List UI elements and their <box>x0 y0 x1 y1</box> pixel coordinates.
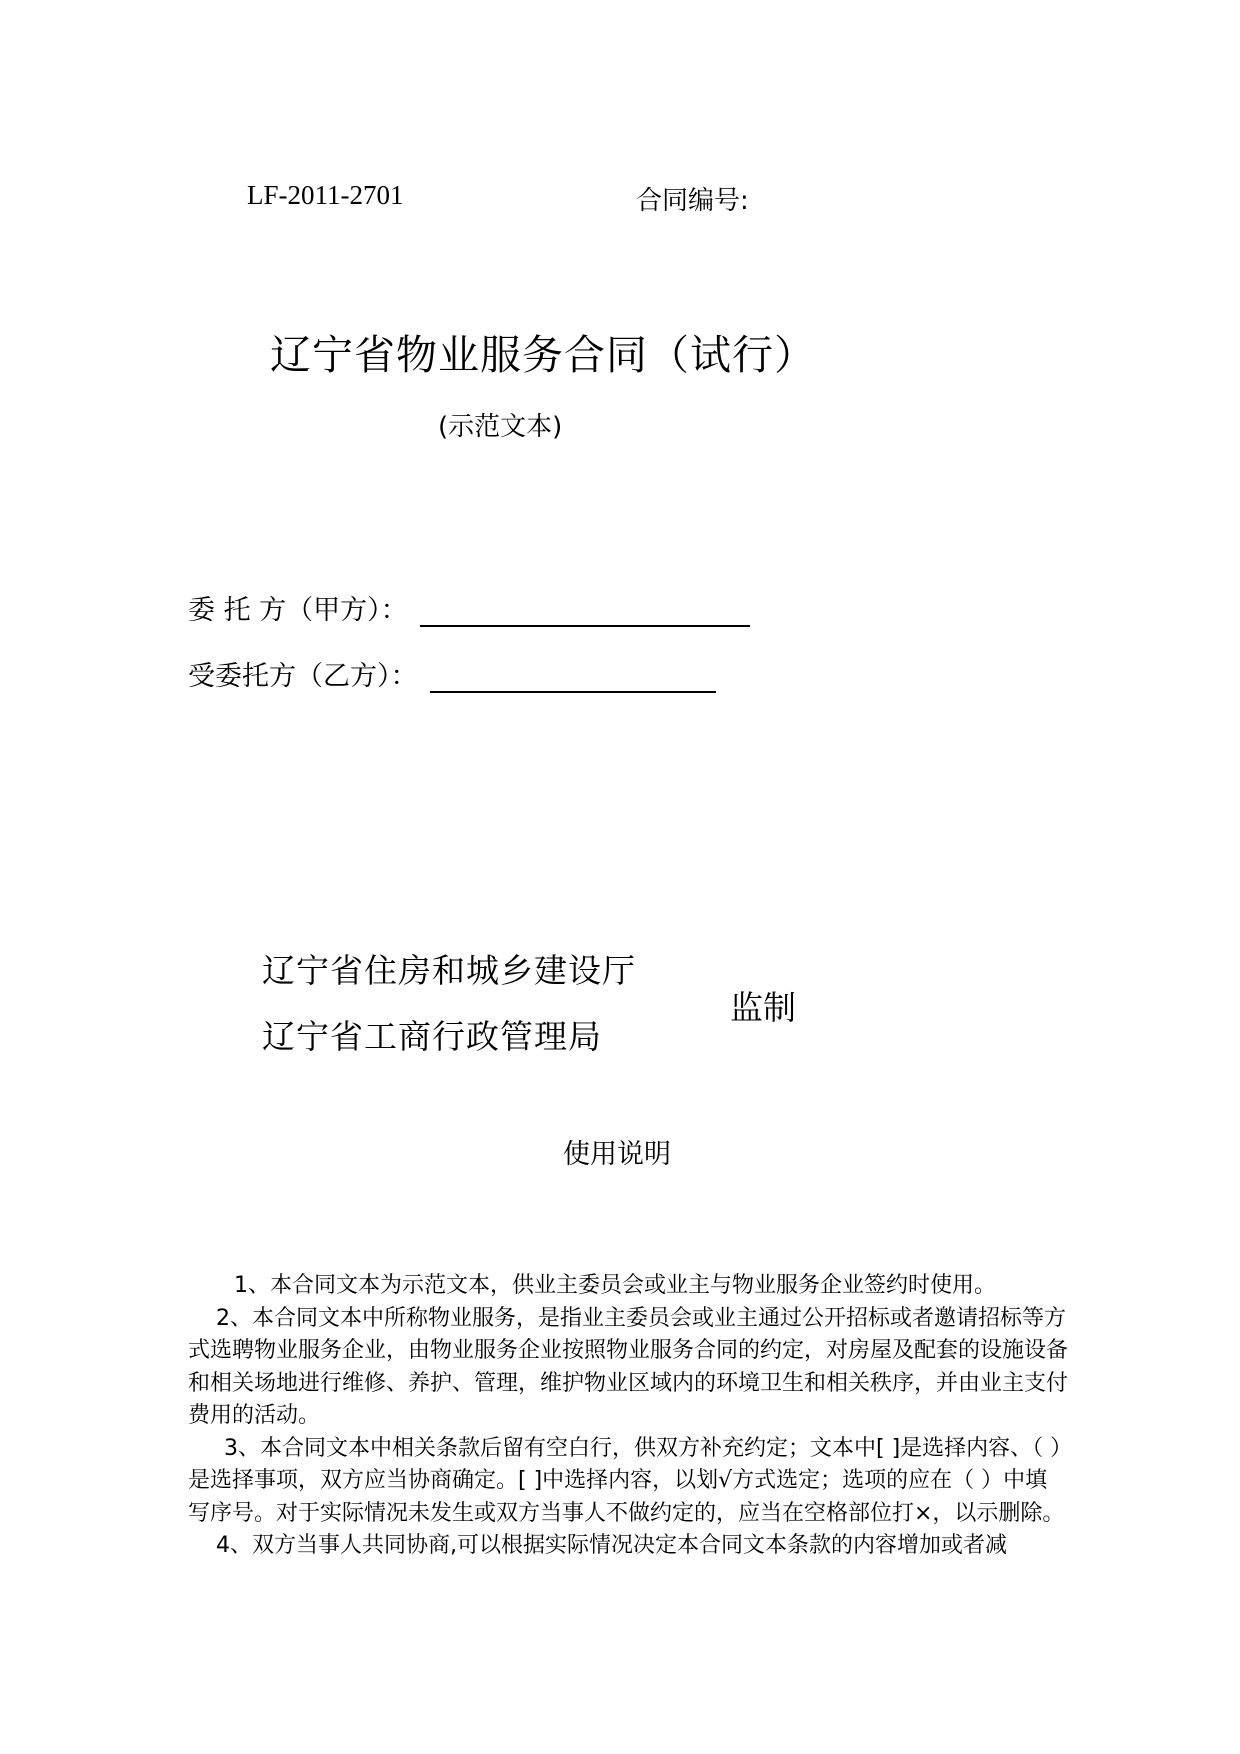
party-b-blank-field[interactable] <box>430 661 716 693</box>
instructions-heading: 使用说明 <box>563 1139 671 1170</box>
instruction-item: 4、双方当事人共同协商,可以根据实际情况决定本合同文本条款的内容增加或者减 <box>216 1533 1007 1558</box>
instructions-body <box>188 1270 1068 1563</box>
party-b-row <box>188 654 716 693</box>
party-a-row <box>188 588 750 627</box>
party-a-label: 委 托 方（甲方）： <box>188 595 408 626</box>
document-subtitle: (示范文本) <box>438 412 563 442</box>
party-b-label: 受委托方（乙方）： <box>188 661 418 692</box>
instruction-item: 1、本合同文本为示范文本，供业主委员会或业主与物业服务企业签约时使用。 <box>234 1273 996 1298</box>
issuer-org-housing: 辽宁省住房和城乡建设厅 <box>262 951 636 990</box>
issuer-role: 监制 <box>730 988 796 1027</box>
issuer-org-commerce: 辽宁省工商行政管理局 <box>262 1017 602 1056</box>
instruction-item: 2、本合同文本中所称物业服务，是指业主委员会或业主通过公开招标或者邀请招标等方式选聘物业服务企业，由物业服务企业按照物业服务合同的约定，对房屋及配套的设施设备和相关场地进行维修、养护、管理，维护物业区域内的环境卫生和相关秩序，并由业主支付费用的活动。 <box>188 1305 1069 1428</box>
instruction-item: 3、本合同文本中相关条款后留有空白行，供双方补充约定；文本中[ ]是选择内容、（ ）是选择事项，双方应当协商确定。[ ]中选择内容，以划√方式选定；选项的应在（ ）中填写序号。对于实际情况未发生或双方当事人不做约定的，应当在空格部位打×，以示删除。 <box>188 1435 1065 1526</box>
form-code: LF-2011-2701 <box>247 180 404 210</box>
party-a-blank-field[interactable] <box>420 595 750 627</box>
contract-number-label: 合同编号: <box>636 186 749 216</box>
document-title: 辽宁省物业服务合同（试行） <box>270 331 816 379</box>
